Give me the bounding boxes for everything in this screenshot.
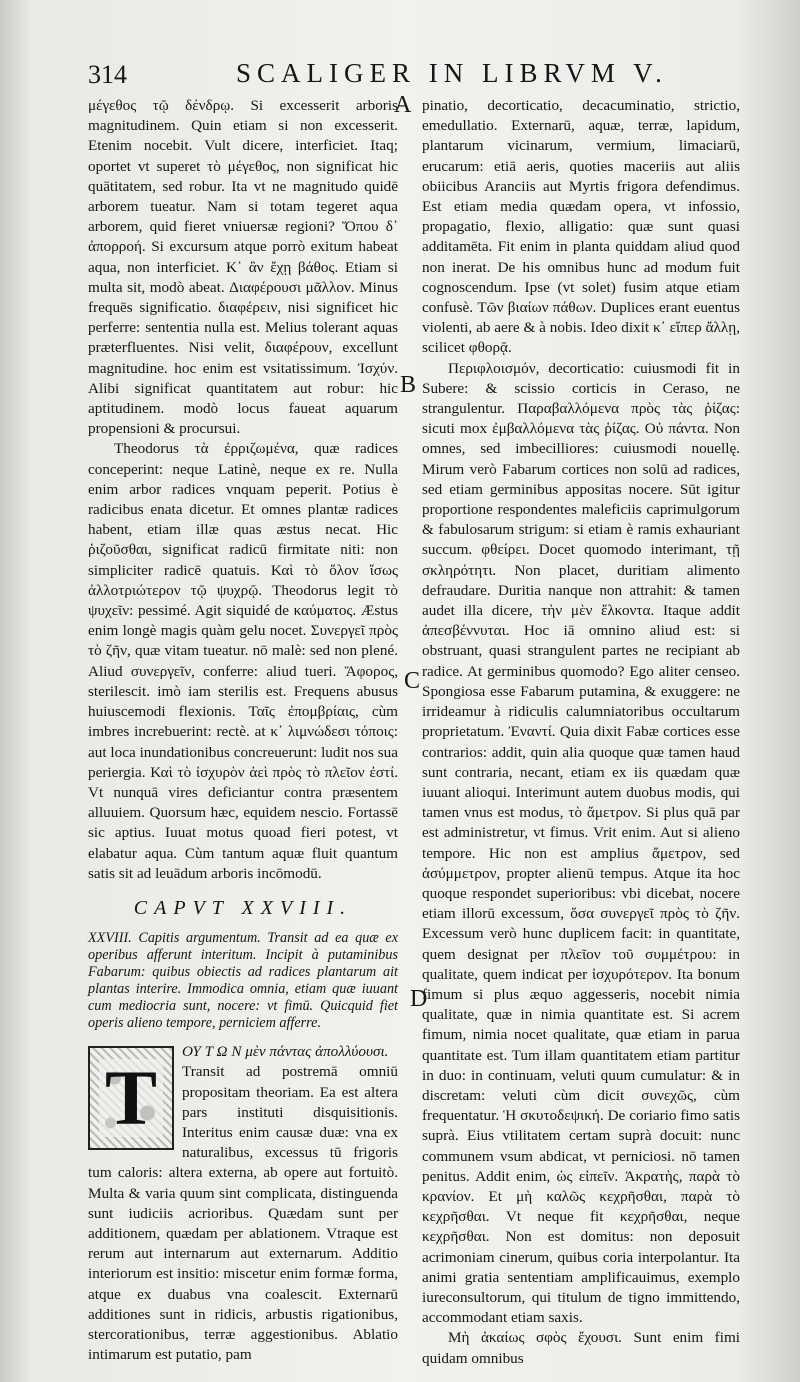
margin-letter-b: B [400,372,417,398]
decorated-initial-letter: T [99,1059,163,1137]
right-paragraph-2: Περιφλοισμόν, decorticatio: cuiusmodi fit in Subere: & scissio corticis in Ceraso, ne strangulentur. Παραβαλλόμενα πρὸς τὰς ῥίζας: sicuti mox ἐμβαλλόμενα τὰς ῥίζας. Οὐ πάντα. Non omnes, sed imbecilliores: cuiusmodi nouellę. Mirum verò Fabarum cortices non solū ad radices, sed etiam germinibus appositas nocere. Sūt igitur proportione respondentes maleficiis caprimulgorum & fabulosarum strigum: si etiam è ramis exhauriant succum. φθείρει. Docet quomodo interimant, τῇ σκληρότητι. Non placet, duritiam alimento defraudare. Duritia nanque non attrahit: & tamen audet illa dicere, τὴν μὲν ἕλκοντα. Itaque addit ἀπεσβέννυται. Hoc iā omnino aliud est: si obstruant, quasi strangulent partes ne recipiant ab radice. At germinibus quomodo? Ego aliter censeo. Spongiosa esse Fabarum putamina, & exuggere: ne irrideamur à ridiculis calumniatoribus occultarum proprietatum. Ἐναντί. Quia dixit Fabæ cortices esse contrarios: addit, quin alia quoque quæ tamen haud sunt contraria, necant, etiam ex iis quædam quæ iuuant alioqui. Interimunt autem duobus modis, qui tamen vnus est modus, τὸ ἄμετρον. Si plus quā par est administretur, vt fimus. Vrit enim. Aut si alieno tempore. Hic non est amplius ἄμετρον, sed ἀσύμμετρον, propter alienū tempus. Atque ita hoc quoque respondet superioribus: vbi dicebat, nocere etiam illorū excessum, ὅσα συνεργεῖ πρὸς τὸ ζῆν. Excessum verò hunc duplicem facit: in quantitate, quem designat per πλεῖον τοῦ συμμέτρου: in qualitate, quem indicat per ἰσχυρότερον. Ita bonum fimum si plus æquo aggesseris, nocebit nimia qualitate, quæ in nimia quantitate est. Si acrem fimum, nimia nocet qualitate, quæ etiam in parua quantitate est. Tum illam quantitatem etiam partitur in duo: in continuam, veluti quum cumulatur: & in discretam: veluti cùm dicit συνεχῶς, cùm frequentatur. Ἡ σκυτοδεψική. De coriario fimo satis suprà. Eius vtilitatem certam suprà docuit: nunc communem vsum abdicat, vt perniciosi. nō tamen penitus. Addit enim, ὡς εἰπεῖν. Ἀκρατὴς, παρὰ τὸ κρανίον. Et μὴ καλῶς κεχρῆσθαι, παρὰ τὸ κεχρῆσθαι. Vt neque fit κεχρῆσθαι, neque κεχρῆσθαι. Non est domitus: non deposuit acrimoniam cinerum, quibus coria interpolantur. Ita animi gratia sententiam amplificauimus, exemplo iureconsultorum, qui titulum de tigno immittendo, accommodant etiam saxis. [422,359,740,1327]
left-paragraph-1: μέγεθος τῷ δένδρῳ. Si excesserit arboris magnitudinem. Quin etiam si non excesserit. Etenim nocebit. Vult dicere, interficiet. Itaq; oportet vt superet τὸ μέγεθος, non significat hic quātitatem, sed robur. Ita vt ne magnitudo quidē arborem tueatur. Nam si totam tegeret aqua arborem, quid fieret vniuersæ regioni? Ὅπου δ᾽ ἀπορροή. Si excursum atque porrò exitum habeat aqua, non interficiet. Κ᾽ ἂν ἔχῃ βάθος. Etiam si multa sit, modò abeat. Διαφέρουσι μᾶλλον. Minus frequēs significatio. διαφέρειν, nisi significet hic perferre: sententia nulla est. Melius tolerant aquas præterfluentes. Nisi velit, διαφέρουν, excellunt magnitudine. hoc enim est vsitatissimum. Ἰσχύν. Alibi significat quantitatem aut robur: hic aptitudinem. modò locus faueat aquarum propensioni & procursui. [88,97,398,438]
chapter-body-text: Transit ad postremā omniū propositam theoriam. Ea est altera pars instituti disquisitionis. Interitus enim causæ duæ: vna ex naturalibus, excessus tū frigoris tum caloris: altera externa, ab opere aut fortuitò. Multa & varia quum sint complicata, distinguenda sunt iudiciis acrioribus. Quædam sunt per additionem, quædam per ablationem. Vtraque est rerum aut internarum aut externarum. Additio interiorum est insitio: miscetur enim formæ forma, atque ex duabus vna coalescit. Externarū additiones sunt in ridicis, arbustis rigationibus, stercorationibus, terræ aggestionibus. Ablatio intimarum est putatio, pam [88,1063,398,1364]
margin-letter-c: C [404,668,421,694]
left-paragraph-2: Theodorus τὰ ἐρριζωμένα, quæ radices conceperint: neque Latinè, neque ex re. Nulla enim arbor radices vnquam peperit. Potius è radicibus enata dicetur. Et omnes plantæ radices habent, etiam illæ quas æstus necat. Hic ῥιζοῦσθαι, significat radicū firmitate niti: non simpliciter radicē quatuis. Καὶ τὸ ὅλον ἴσως ἀλλοτριώτερον τῷ ψυχρῷ. Theodorus legit τὸ ψυχεῖν: pessimé. Agit siquidé de καύματος. Æstus enim longè magis quàm gelu nocet. Συνεργεῖ πρὸς τὸ ζῆν, quæ vitam tueatur. nō malè: sed non plené. Aliud συνεργεῖν, conferre: aliud tueri. Ἄφορος, sterilescit. imò iam sterilis est. Frequens abusus huiuscemodi flexionis. Ταῖς ἐπομβρίαις, cùm imbres increbuerint: rectè. at κ᾽ λιμνώδεσι τόποις: aut loca inundationibus concreuerunt: ludit nos sua periergia. Καὶ τὸ ἰσχυρὸν ἀεὶ πρὸς τὸ πλεῖον ἐστί. Vt nunquā vires deficiantur contra præsentem alluuiem. Quorsum hæc, equidem nescio. Fortassē sic aptius. Iuuat motus quoad fieri potest, vt elabatur aqua. Cùm tantum aquæ fluit quantum satis sit ad leuādum arboris incōmodū. [88,440,398,882]
running-title: SCALIGER IN LIBRVM V. [236,58,668,88]
right-paragraph-3: Μὴ ἀκαίως σφὸς ἔχουσι. Sunt enim fimi quidam omnibus [422,1329,740,1367]
right-paragraph-1: pinatio, decorticatio, decacuminatio, strictio, emedullatio. Externarū, aquæ, terræ, lapidum, plantarum vicinarum, vermium, limaciarū, erucarum: etiā aeris, quoties maceriis aut aliis obiicibus Aranciis aut Myrtis frigora defendimus. Est etiam media quædam opera, vt infossio, propagatio, flexio, alligatio: quæ sunt quasi additamēta. Fit enim in planta quiddam aliud quod non inerat. De his omnibus hunc ad modum fuit cognoscendum. Ipse (vt solet) fusim atque etiam confusè. Τῶν βιαίων πάθων. Duplices erant euentus violenti, ab aere & à nobis. Ideo dixit κ᾽ εἴπερ ἄλλῃ, scilicet φθορᾷ. [422,97,740,357]
margin-letter-a: A [394,92,412,118]
page-header [88,58,788,92]
chapter-heading: CAPVT XXVIII. [133,896,353,919]
chapter-body [88,1042,398,1365]
chapter-opening-greek: ΟΥ Τ Ω Ν μὲν πάντας ἀπολλύουσι. [182,1043,389,1061]
page-number: 314 [88,60,127,89]
margin-letter-d: D [410,986,428,1012]
chapter-argument: XXVIII. Capitis argumentum. Transit ad ea quæ ex operibus afferunt interitum. Incipit à putaminibus Fabarum: quibus obiectis ad radices plantarum ait plantas interire. Immodica omnia, etiam quæ iuuant cum mediocria sunt, nocere: vt fimū. Quicquid fiet operis alieno tempore, perniciem afferre. [88,930,398,1032]
decorated-initial [88,1046,174,1150]
left-column [88,96,398,1365]
right-column [422,96,740,1369]
